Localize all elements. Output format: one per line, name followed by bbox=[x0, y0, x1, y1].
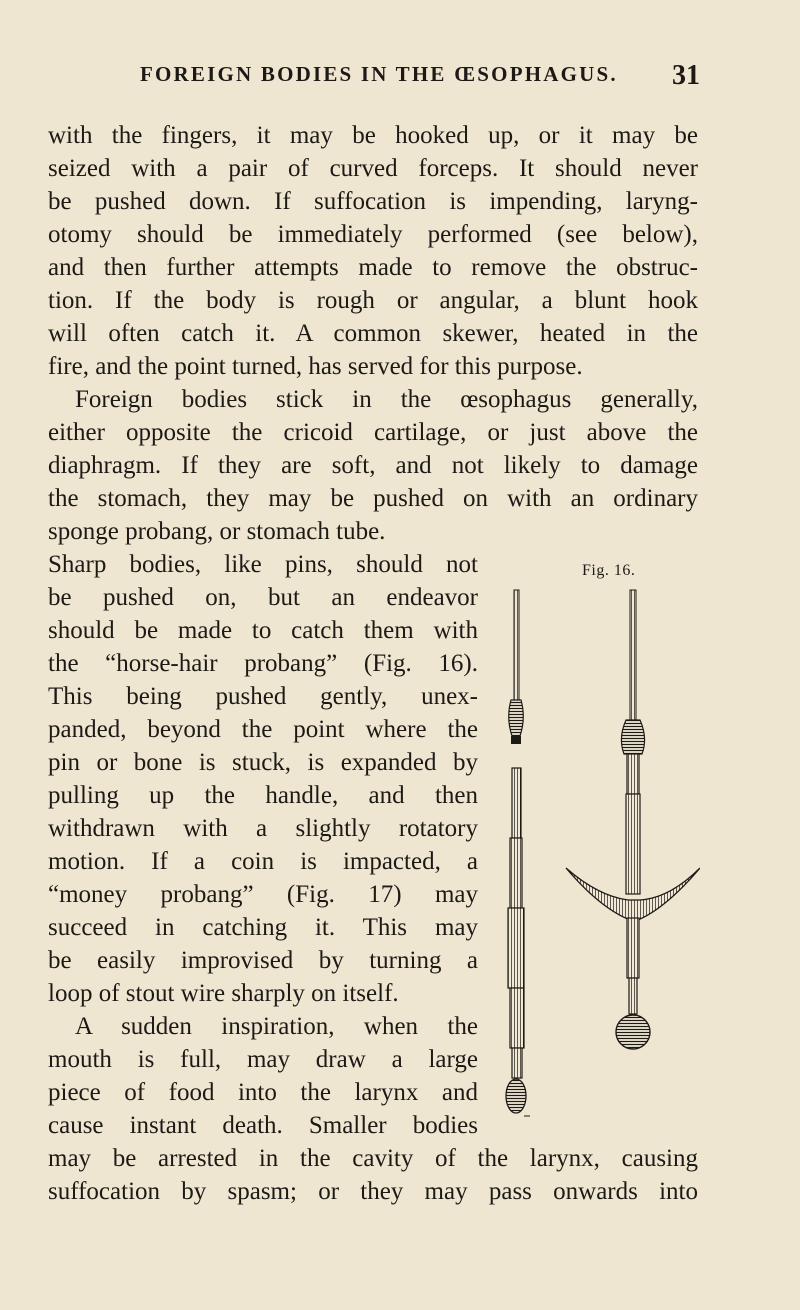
text-line: pin or bone is stuck, is expanded by bbox=[48, 749, 478, 776]
text-line: panded, beyond the point where the bbox=[48, 716, 478, 743]
text-line: should be made to catch them with bbox=[48, 617, 478, 644]
page-number: 31 bbox=[672, 60, 700, 91]
text-line: tion. If the body is rough or angular, a blunt hook bbox=[48, 287, 698, 314]
text-line: diaphragm. If they are soft, and not likely to damage bbox=[48, 452, 698, 479]
probang-expanded bbox=[566, 590, 700, 1049]
probang-collapsed bbox=[506, 590, 530, 1116]
text-line: with the fingers, it may be hooked up, or it may be bbox=[48, 122, 698, 149]
text-line: Sharp bodies, like pins, should not bbox=[48, 551, 478, 578]
running-header: FOREIGN BODIES IN THE ŒSOPHAGUS. bbox=[140, 62, 618, 86]
horse-hair-probang-illustration bbox=[490, 578, 700, 1138]
text-line: A sudden inspiration, when the bbox=[75, 1013, 478, 1040]
text-line: and then further attempts made to remove the obstruc- bbox=[48, 254, 698, 281]
text-line: be easily improvised by turning a bbox=[48, 947, 478, 974]
text-line: mouth is full, may draw a large bbox=[48, 1046, 478, 1073]
figure-label: Fig. 16. bbox=[582, 562, 636, 579]
text-line: the stomach, they may be pushed on with an ordinary bbox=[48, 485, 698, 512]
text-line: will often catch it. A common skewer, heated in the bbox=[48, 320, 698, 347]
text-line: otomy should be immediately performed (see below), bbox=[48, 221, 698, 248]
text-line: suffocation by spasm; or they may pass onwards into bbox=[48, 1178, 698, 1205]
text-line: piece of food into the larynx and bbox=[48, 1079, 478, 1106]
text-line: succeed in catching it. This may bbox=[48, 914, 478, 941]
text-line: sponge probang, or stomach tube. bbox=[48, 518, 386, 545]
text-line: may be arrested in the cavity of the larynx, causing bbox=[48, 1145, 698, 1172]
text-line: fire, and the point turned, has served for this purpose. bbox=[48, 353, 583, 380]
text-line: be pushed down. If suffocation is impending, laryng- bbox=[48, 188, 698, 215]
text-line: cause instant death. Smaller bodies bbox=[48, 1112, 478, 1139]
text-line: “money probang” (Fig. 17) may bbox=[48, 881, 478, 908]
text-line: either opposite the cricoid cartilage, or just above the bbox=[48, 419, 698, 446]
text-line: loop of stout wire sharply on itself. bbox=[48, 980, 399, 1007]
text-line: pulling up the handle, and then bbox=[48, 782, 478, 809]
text-line: withdrawn with a slightly rotatory bbox=[48, 815, 478, 842]
text-line: This being pushed gently, unex- bbox=[48, 683, 478, 710]
text-line: be pushed on, but an endeavor bbox=[48, 584, 478, 611]
text-line: seized with a pair of curved forceps. It should never bbox=[48, 155, 698, 182]
text-line: Foreign bodies stick in the œsophagus generally, bbox=[75, 386, 698, 413]
text-line: the “horse-hair probang” (Fig. 16). bbox=[48, 650, 478, 677]
text-line: motion. If a coin is impacted, a bbox=[48, 848, 478, 875]
